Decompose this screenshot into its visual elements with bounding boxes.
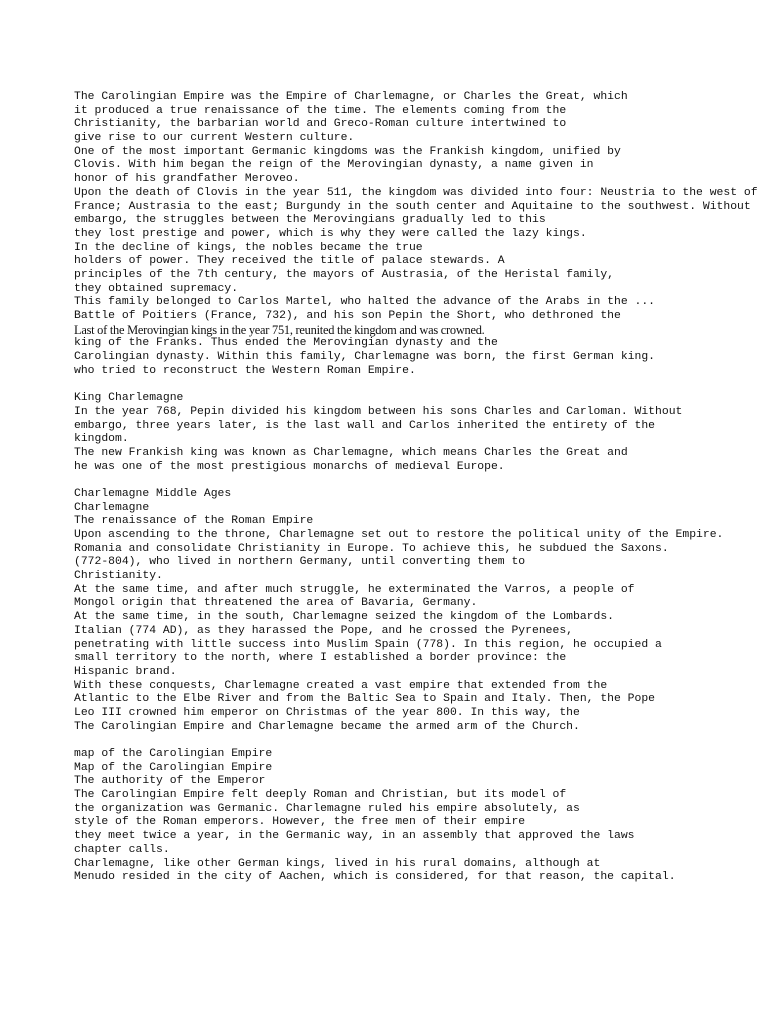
text-line: With these conquests, Charlemagne created a vast empire that extended from the [74,679,608,692]
text-line: who tried to reconstruct the Western Roman Empire. [74,364,416,377]
text-line: Menudo resided in the city of Aachen, which is considered, for that reason, the capital. [74,871,676,884]
text-line: embargo, the struggles between the Merovingians gradually led to this [74,214,546,227]
text-line: The Carolingian Empire felt deeply Roman and Christian, but its model of [74,789,567,802]
text-line: embargo, three years later, is the last wall and Carlos inherited the entirety of the [74,419,656,432]
text-line: Charlemagne [74,501,150,514]
document-body [74,91,768,885]
text-line: holders of power. They received the title of palace stewards. A [74,255,505,268]
text-line: Italian (774 AD), as they harassed the Pope, and he crossed the Pyrenees, [74,624,573,637]
text-line: Upon ascending to the throne, Charlemagne set out to restore the political unity of the Empire. [74,529,724,541]
text-line: Upon the death of Clovis in the year 511, the kingdom was divided into four: Neustria to the west of [74,186,758,199]
text-line: Clovis. With him began the reign of the Merovingian dynasty, a name given in [74,159,594,172]
text-line: Charlemagne Middle Ages [74,487,232,500]
text-line: King Charlemagne [74,392,184,405]
text-line: Leo III crowned him emperor on Christmas of the year 800. In this way, the [74,706,580,719]
text-line: Christianity, the barbarian world and Greco-Roman culture intertwined to [74,118,567,131]
blank-line [74,474,768,488]
text-line: Last of the Merovingian kings in the year 751, reunited the kingdom and was crowned. [74,322,485,337]
text-line: style of the Roman emperors. However, the free men of their empire [74,816,526,829]
text-line: the organization was Germanic. Charlemagne ruled his empire absolutely, as [74,802,580,815]
text-line: Battle of Poitiers (France, 732), and his son Pepin the Short, who dethroned the [74,310,621,322]
text-line: The Carolingian Empire was the Empire of Charlemagne, or Charles the Great, which [74,91,628,103]
text-line: map of the Carolingian Empire [74,748,273,760]
blank-line [74,734,768,748]
text-line: Map of the Carolingian Empire [74,761,273,774]
blank-line [74,378,768,392]
text-line: Mongol origin that threatened the area of Bavaria, Germany. [74,597,478,610]
text-line: At the same time, in the south, Charlemagne seized the kingdom of the Lombards. [74,611,615,624]
text-line: penetrating with little success into Muslim Spain (778). In this region, he occupied a [74,638,662,651]
text-line: This family belonged to Carlos Martel, who halted the advance of the Arabs in the ... [74,296,656,309]
text-line: France; Austrasia to the east; Burgundy in the south center and Aquitaine to the southwest. Without [74,200,751,213]
text-line: Carolingian dynasty. Within this family, Charlemagne was born, the first German king. [74,351,656,364]
text-line: honor of his grandfather Meroveo. [74,173,300,186]
text-line: give rise to our current Western culture. [74,132,355,145]
text-line: chapter calls. [74,843,170,856]
text-line: (772-804), who lived in northern Germany, until converting them to [74,556,526,569]
text-line: principles of the 7th century, the mayors of Austrasia, of the Heristal family, [74,268,615,281]
text-line: The new Frankish king was known as Charlemagne, which means Charles the Great and [74,446,628,459]
text-line: he was one of the most prestigious monarchs of medieval Europe. [74,460,505,473]
text-line: it produced a true renaissance of the time. The elements coming from the [74,104,567,117]
text-line: kingdom. [74,433,129,446]
text-line: One of the most important Germanic kingdoms was the Frankish kingdom, unified by [74,145,621,158]
text-line: king of the Franks. Thus ended the Merovingian dynasty and the [74,337,498,350]
text-line: they lost prestige and power, which is why they were called the lazy kings. [74,227,587,240]
text-line: Atlantic to the Elbe River and from the Baltic Sea to Spain and Italy. Then, the Pope [74,693,656,706]
text-line: Christianity. [74,570,163,583]
text-line: they meet twice a year, in the Germanic way, in an assembly that approved the laws [74,830,635,843]
text-line: Romania and consolidate Christianity in Europe. To achieve this, he subdued the Saxons. [74,542,669,555]
text-line: Hispanic brand. [74,665,177,678]
text-line: The Carolingian Empire and Charlemagne became the armed arm of the Church. [74,720,580,733]
text-line: they obtained supremacy. [74,282,239,295]
text-line: The renaissance of the Roman Empire [74,515,314,528]
text-line: small territory to the north, where I established a border province: the [74,652,567,665]
text-line: In the decline of kings, the nobles became the true [74,241,423,254]
text-line: At the same time, and after much struggle, he exterminated the Varros, a people of [74,583,635,596]
text-line: The authority of the Emperor [74,775,266,788]
text-line: Charlemagne, like other German kings, lived in his rural domains, although at [74,857,601,870]
text-line: In the year 768, Pepin divided his kingdom between his sons Charles and Carloman. Without [74,405,683,418]
